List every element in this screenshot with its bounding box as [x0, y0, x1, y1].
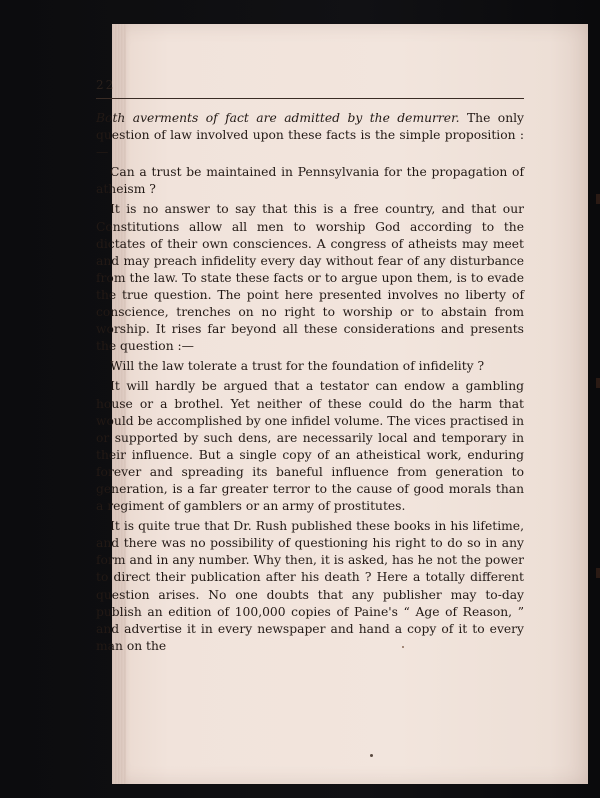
paragraph-text: Will the law tolerate a trust for the foundation of infidelity ? [110, 359, 485, 374]
paragraph-text: Can a trust be maintained in Pennsylvania for the propagation of atheism ? [96, 165, 524, 197]
header-rule [96, 98, 524, 99]
paragraph-text: It is quite true that Dr. Rush published these books in his lifetime, and there was no possibility of questioning his right to do so in any form and in any number. Why then, it is asked, has he not the power to direct their publication after his death ? Here a totally different question arises. No one doubts that any publisher may to-day publish an edition of 100,000 copies of Paine's “ Age of Reason, ” and advertise it in every newspaper and hand a copy of it to every man on the [96, 519, 524, 653]
ink-speck [402, 646, 404, 648]
paragraph [96, 110, 524, 161]
paragraph [96, 164, 524, 198]
paragraph-text: It will hardly be argued that a testator can endow a gambling house or a brothel. Yet neither of these could do the harm that would be accomplished by one infidel volume. The vices practised in or supported by such dens, are necessarily local and temporary in their influence. But a single copy of an atheistical work, enduring forever and spreading its baneful influence from generation to generation, is a far greater terror to the cause of good morals than a regiment of gamblers or an army of prostitutes. [96, 379, 524, 514]
paragraph-text: It is no answer to say that this is a free country, and that our Constitutions allow all men to worship God according to the dictates of their own consciences. A congress of atheists may meet and may preach infidelity every day without fear of any disturbance from the law. To state these facts or to argue upon them, is to evade the true question. The point here presented involves no liberty of conscience, trenches on no right to worship or to abstain from worship. It rises far beyond all these considerations and presents the question :— [96, 202, 524, 354]
page-number: 22 [96, 78, 116, 92]
paragraph [96, 358, 524, 375]
paragraph [96, 378, 524, 515]
paragraph [96, 518, 524, 655]
page-edge-mark [596, 378, 600, 388]
paragraph-text: The only question of law involved upon these facts is the simple proposition :— [96, 111, 524, 160]
page-edge-mark [596, 194, 600, 204]
paragraph-lead-italic: Both averments of fact are admitted by the demurrer. [96, 111, 460, 125]
paragraph [96, 201, 524, 355]
page-edge-mark [596, 568, 600, 578]
page-body-text [96, 110, 524, 658]
ink-speck [370, 754, 373, 757]
